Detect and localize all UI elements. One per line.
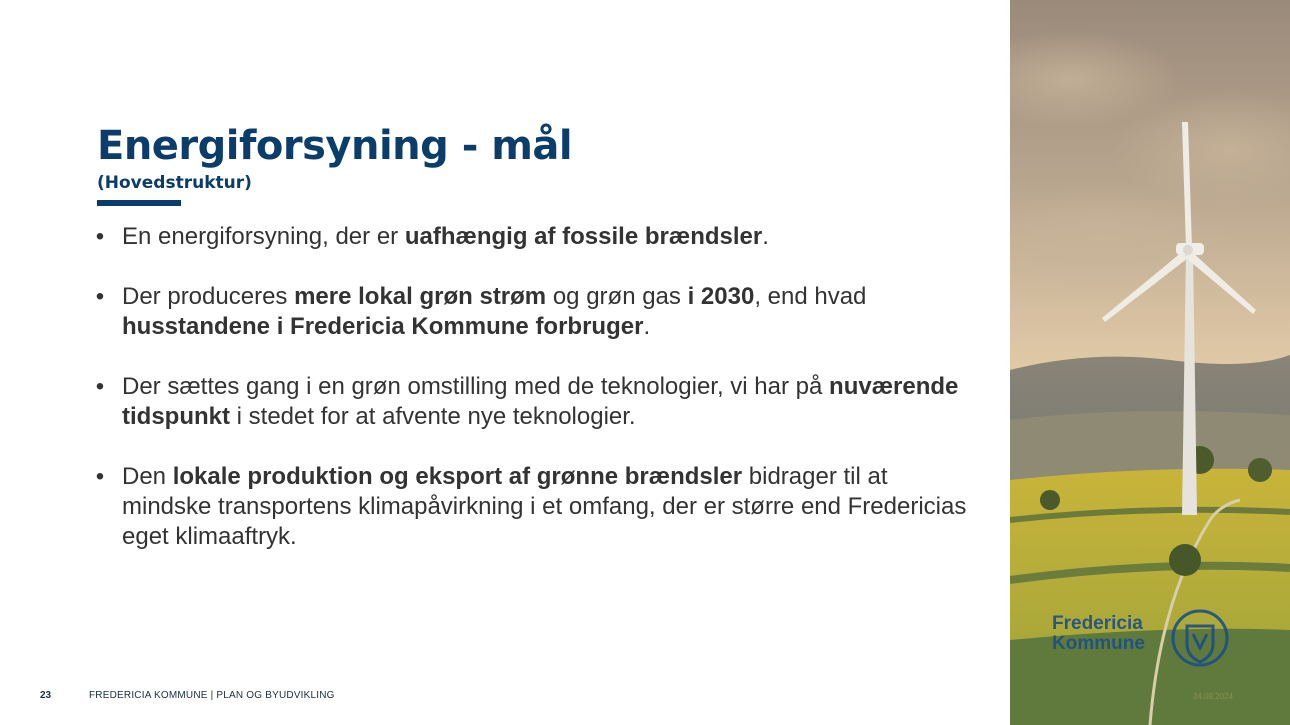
bullet-bold-text: i 2030: [687, 283, 755, 310]
bullet-dot: •: [95, 463, 105, 490]
bullet-plain-text: Der produceres: [122, 283, 295, 310]
bullet-dot: •: [95, 223, 105, 250]
bullet-dot: •: [95, 373, 105, 400]
bullet-plain-text: .: [762, 223, 769, 250]
page-number: 23: [40, 690, 52, 701]
footer-organization: FREDERICIA KOMMUNE | PLAN OG BYUDVIKLING: [89, 690, 335, 701]
bullet-text: [122, 283, 866, 340]
slide-title: Energiforsyning - mål: [97, 123, 573, 169]
logo-line-2: Kommune: [1052, 633, 1145, 654]
bullet-plain-text: , end hvad: [754, 283, 867, 310]
photo-date: 24.09.2024: [1193, 692, 1234, 701]
bullet-bold-text: nuværende tidspunkt: [122, 373, 959, 430]
bullet-plain-text: .: [643, 313, 651, 340]
bullet-bold-text: husstandene i Fredericia Kommune forbruger: [122, 313, 644, 340]
bullet-text: [122, 223, 769, 250]
bullet-bold-text: uafhængig af fossile brændsler: [404, 223, 763, 250]
bullet-bold-text: mere lokal grøn strøm: [294, 283, 547, 310]
bullet-plain-text: bidrager til at mindske transportens klimapåvirkning i et omfang, der er større end Fredericias eget klimaaftryk.: [122, 463, 967, 550]
bullet-text: [122, 463, 966, 550]
bullet-item: [90, 282, 970, 342]
bullet-list: [90, 222, 970, 552]
bullet-item: [90, 222, 970, 252]
coat-of-arms-icon: [1170, 606, 1230, 670]
bullet-item: [90, 372, 970, 432]
fredericia-kommune-logo: [1052, 604, 1232, 670]
bullet-plain-text: og grøn gas: [546, 283, 688, 310]
logo-text: [1052, 614, 1145, 654]
slide-subtitle: (Hovedstruktur): [97, 173, 252, 193]
title-underline: [97, 200, 181, 206]
bullet-plain-text: En energiforsyning, der er: [122, 223, 405, 250]
bullet-plain-text: Der sættes gang i en grøn omstilling med de teknologier, vi har på: [122, 373, 830, 400]
bullet-dot: •: [95, 283, 105, 310]
bullet-item: [90, 462, 970, 552]
logo-line-1: Fredericia: [1052, 613, 1143, 634]
bullet-text: [122, 373, 958, 430]
bullet-plain-text: i stedet for at afvente nye teknologier.: [230, 403, 636, 430]
bullet-bold-text: lokale produktion og eksport af grønne brændsler: [172, 463, 743, 490]
bullet-plain-text: Den: [122, 463, 173, 490]
